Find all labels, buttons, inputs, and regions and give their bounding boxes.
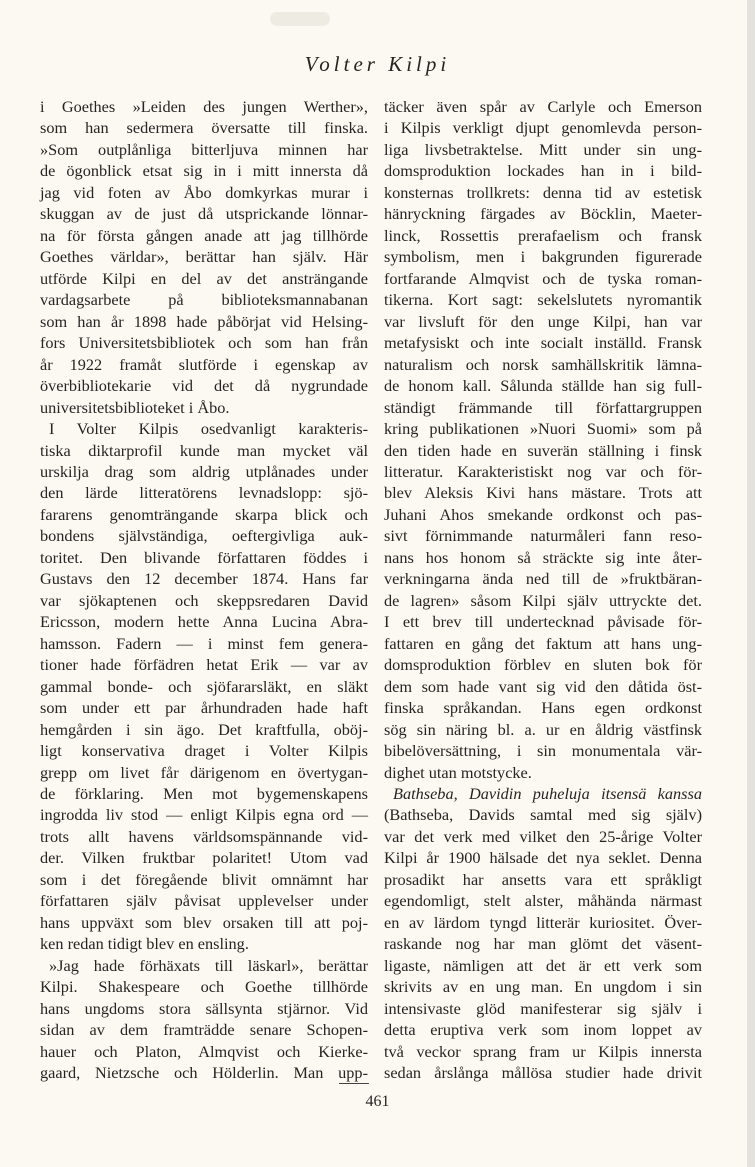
text-line: den lärde litteratörens levnadslopp: sjö- <box>40 483 368 503</box>
text-line: vardagsarbete på biblioteksmannabanan <box>40 290 368 310</box>
text-line: grepp om livet får därigenom en övertygan- <box>40 762 368 782</box>
paragraph <box>384 783 702 1084</box>
text-line: utförde Kilpi en del av det ansträngande <box>40 268 368 288</box>
text-line: der. Vilken fruktbar polaritet! Utom vad <box>40 848 368 868</box>
text-line: täcker även spår av Carlyle och Emerson <box>384 97 702 116</box>
text-line: liga livsbetraktelse. Mitt under sin ung- <box>384 139 702 159</box>
text-line: som i det föregående blivit omnämnt har <box>40 869 368 889</box>
text-line: bibelöversättning, i sin monumentala vär- <box>384 741 702 761</box>
text-line: intensivaste glöd manifesterar sig själv i <box>384 998 702 1018</box>
text-line: sög sin näring bl. a. ur en åldrig västfinsk <box>384 719 702 739</box>
text-line: i Goethes »Leiden des jungen Werther», <box>40 97 368 116</box>
text-line: prosadikt har ansetts vara ett språkligt <box>384 869 702 889</box>
text-line: Juhani Ahos smekande ordkonst och pas- <box>384 504 702 524</box>
text-line: tiska diktarprofil kunde man mycket väl <box>40 440 368 460</box>
text-line: de förklaring. Men mot bygemenskapens <box>40 784 368 803</box>
text-line: nans hos honom så sträckte sig inte åter- <box>384 547 702 567</box>
page-number-rule <box>339 1083 369 1084</box>
text-line: fattaren en gång det faktum att hans ung- <box>384 633 702 653</box>
right-column <box>384 96 702 1084</box>
text-line: »Jag hade förhäxats till läskarl», berättar <box>49 955 368 975</box>
text-line: hänryckning färgades av Böcklin, Maeter- <box>384 204 702 224</box>
text-line: tioner hade förfädren hetat Erik — var av <box>40 655 368 675</box>
text-line: gaard, Nietzsche och Hölderlin. Man upp- <box>40 1063 368 1083</box>
text-line: sivt förnimmande naturmåleri fann reso- <box>384 526 702 546</box>
text-line: jag vid foten av Åbo domkyrkas murar i <box>40 182 368 202</box>
text-line: hans ungdoms stora sällsynta stjärnor. Vid <box>40 998 368 1018</box>
text-line: litteratur. Karakteristiskt nog var och för- <box>384 461 702 481</box>
text-line: na för första gången anade att jag tillhörde <box>40 225 368 245</box>
text-line: universitetsbiblioteket i Åbo. <box>40 397 230 417</box>
text-line: (Bathseba, Davids samtal med sig själv) <box>384 805 702 825</box>
text-line: »Som outplånliga bitterljuva minnen har <box>40 139 368 159</box>
text-line: som han år 1898 hade påbörjat vid Helsing- <box>40 311 368 331</box>
text-line: ligt konservativa draget i Volter Kilpis <box>40 741 368 761</box>
text-line: ligaste, nämligen att det är ett verk som <box>384 955 702 975</box>
text-line: fararens genomträngande skarpa blick och <box>40 504 368 524</box>
page-edge <box>747 0 755 1167</box>
text-line: blev Aleksis Kivi hans mästare. Trots att <box>384 483 702 503</box>
text-line: hauer och Platon, Almqvist och Kierke- <box>40 1041 368 1061</box>
text-line: skuggan av de just då utsprickande lönnar- <box>40 204 368 224</box>
text-line: Goethes världar», berättar han själv. Här <box>40 247 368 267</box>
text-line: bondens självständiga, oeftergivliga auk- <box>40 526 368 546</box>
text-line: metafysiskt och inte socialt inställd. Fransk <box>384 333 702 353</box>
text-line: linck, Rossettis prerafaelism och fransk <box>384 225 702 245</box>
left-column <box>40 96 368 1084</box>
text-line: de lagren» såsom Kilpi själv uttryckte det. <box>384 590 702 610</box>
text-line: Gustavs den 12 december 1874. Hans far <box>40 569 368 589</box>
text-line: som under ett par århundraden hade haft <box>40 698 368 718</box>
text-line: trots allt havens världsomspännande vid- <box>40 826 368 846</box>
text-line: finska språkandan. Hans egen ordkonst <box>384 698 702 718</box>
text-line: gammal bonde- och sjöfararsläkt, en släkt <box>40 676 368 696</box>
text-line: naturalism och norsk samhällskritik lämna- <box>384 354 702 374</box>
text-line: de ögonblick etsat sig in i mitt innersta då <box>40 161 368 181</box>
text-line: fortfarande Almqvist och de tyska roman- <box>384 268 702 288</box>
text-line: var livsluft för den unge Kilpi, han var <box>384 311 702 331</box>
text-line: fors Universitetsbibliotek och som han från <box>40 333 368 353</box>
running-title: Volter Kilpi <box>304 52 451 76</box>
text-line: symbolism, men i bakgrunden figurerade <box>384 247 702 267</box>
text-line: I ett brev till undertecknad påvisade för- <box>384 612 702 632</box>
page-number: 461 <box>365 1093 390 1110</box>
text-line: sidan av dem framträdde senare Schopen- <box>40 1020 368 1040</box>
text-line: ingrodda liv stod — enligt Kilpis egna ord — <box>40 805 368 825</box>
text-line: skrivits av en ung man. En ungdom i sin <box>384 977 702 997</box>
text-line: i Kilpis verkligt djupt genomlevda person- <box>384 118 702 138</box>
text-line: verkningarna ända ned till de »fruktbäran- <box>384 569 702 589</box>
text-line: detta eruptiva verk som inom loppet av <box>384 1020 702 1040</box>
paragraph <box>40 96 368 418</box>
text-line: dighet utan motstycke. <box>384 762 532 782</box>
text-line: två veckor sprang fram ur Kilpis innersta <box>384 1041 702 1061</box>
text-line: Ericsson, modern hette Anna Lucina Abra- <box>40 612 368 632</box>
text-line: toritet. Den blivande författaren föddes i <box>40 547 368 567</box>
text-line: egendomligt, stelt alster, måhända närmast <box>384 891 702 911</box>
text-line: sedan årslånga mållösa studier hade drivit <box>384 1063 702 1083</box>
text-line: författaren själv påvisat upplevelser under <box>40 891 368 911</box>
text-line: hamsson. Fadern — i minst fem genera- <box>40 633 368 653</box>
text-line: en av lärdom tyngd litterär kuriositet. Över- <box>384 912 702 932</box>
text-line: Bathseba, Davidin puheluja itsensä kanssa <box>393 784 702 803</box>
text-line: den tiden hade en suverän ställning i finsk <box>384 440 702 460</box>
text-line: I Volter Kilpis osedvanligt karakteris- <box>49 419 368 439</box>
paragraph <box>40 955 368 1084</box>
text-line: Kilpi. Shakespeare och Goethe tillhörde <box>40 977 368 997</box>
text-line: överbibliotekarie vid det då nygrundade <box>40 376 368 396</box>
text-line: raskande nog har man glömt det väsent- <box>384 934 702 954</box>
text-line: kring publikationen »Nuori Suomi» som på <box>384 419 702 439</box>
text-line: Kilpi år 1900 hälsade det nya seklet. Denna <box>384 848 702 868</box>
text-line: konsternas trollkrets: denna tid av estetisk <box>384 182 702 202</box>
text-line: som han sedermera översatte till finska. <box>40 118 368 138</box>
text-line: var sjökaptenen och skeppsredaren David <box>40 590 368 610</box>
text-line: domsproduktion lockades han in i bild- <box>384 161 702 181</box>
scan-smudge <box>270 12 330 26</box>
text-line: urskilja drag som aldrig utplånades under <box>40 461 368 481</box>
text-line: hans uppväxt som blev orsaken till att poj- <box>40 912 368 932</box>
text-line: ständigt främmande till författargruppen <box>384 397 702 417</box>
text-line: domsproduktion förblev en sluten bok för <box>384 655 702 675</box>
text-line: år 1922 framåt slutförde i egenskap av <box>40 354 368 374</box>
text-line: ken redan tidigt blev en ensling. <box>40 934 249 954</box>
text-line: tikerna. Kort sagt: sekelslutets nyromantik <box>384 290 702 310</box>
paragraph <box>40 418 368 955</box>
paragraph <box>384 96 702 783</box>
text-line: de honom kall. Sålunda ställde han sig full- <box>384 376 702 396</box>
text-line: dem som hade vant sig vid den dåtida öst- <box>384 676 702 696</box>
text-line: hemgården i sin ägo. Det kraftfulla, oböj- <box>40 719 368 739</box>
text-line: var det verk med vilket den 25-årige Volter <box>384 826 702 846</box>
